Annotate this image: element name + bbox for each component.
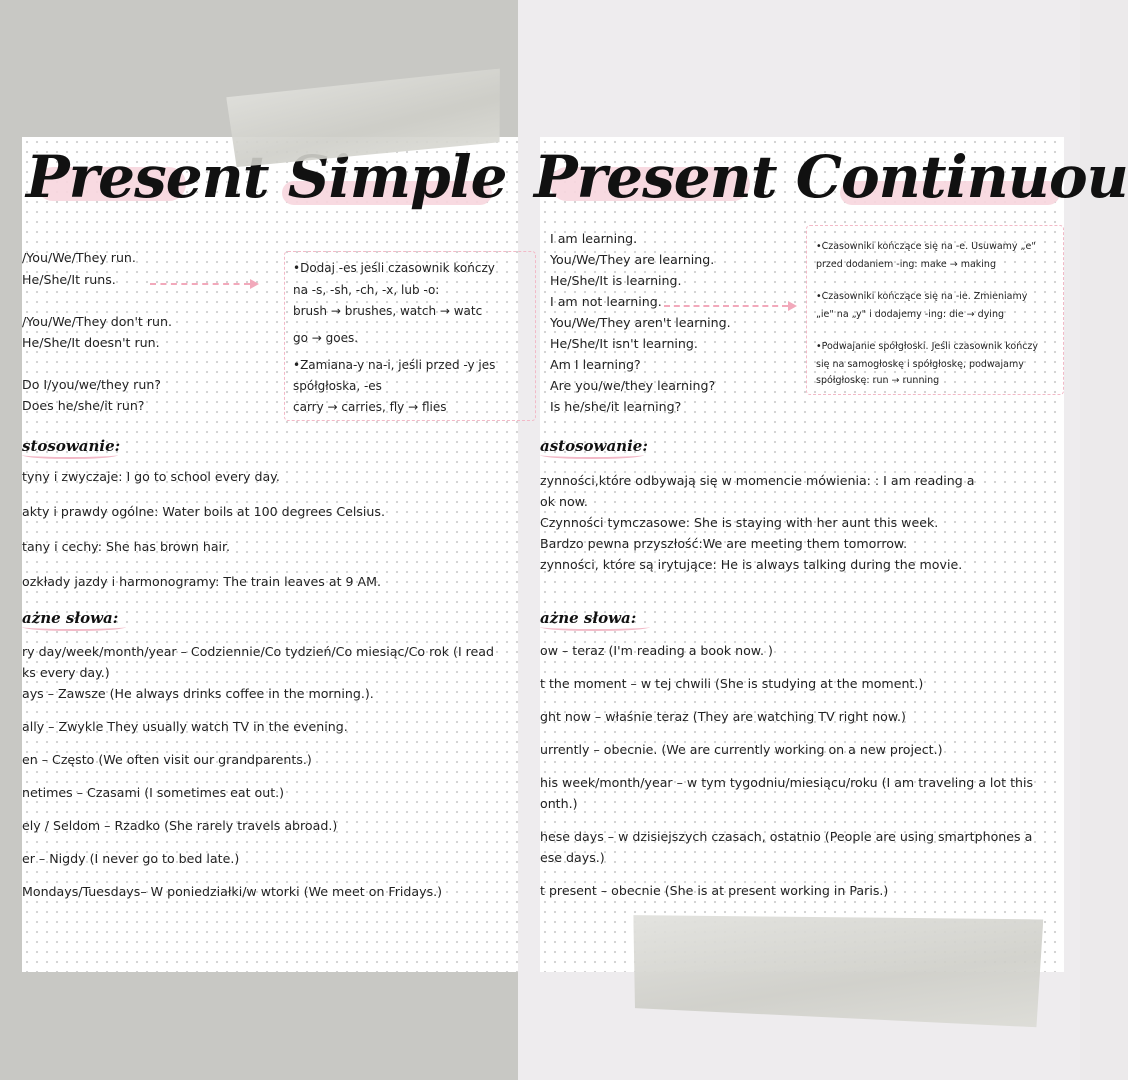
form-line: You/We/They are learning. — [550, 252, 715, 267]
form-line: He/She/It doesn't run. — [22, 335, 160, 350]
note-line: spółgłoskę: run → running — [816, 375, 940, 386]
form-line: Are you/we/they learning? — [550, 378, 716, 393]
usage-line: ozkłady jazdy i harmonogramy: The train leaves at 9 AM. — [22, 574, 382, 589]
keyword-line: hese days – w dzisiejszych czasach, ostatnio (People are using smartphones a — [540, 829, 1033, 844]
form-line: He/She/It runs. — [22, 272, 116, 287]
form-line: He/She/It isn't learning. — [550, 336, 698, 351]
note-line: •Podwajanie spółgłoski. Jeśli czasownik kończy — [816, 341, 1039, 352]
note-line: •Czasowniki kończące się na -e. Usuwamy „e" — [816, 241, 1036, 252]
note-line: carry → carries, fly → flies — [293, 400, 447, 414]
note-line: się na samogłoskę i spółgłoskę, podwajamy — [816, 359, 1024, 370]
form-line: Am I learning? — [550, 357, 641, 372]
note-line: •Zamiana-y na-i, jeśli przed -y jes — [293, 358, 496, 372]
form-line: You/We/They aren't learning. — [550, 315, 731, 330]
present-continuous-page — [534, 137, 1128, 972]
note-line: go → goes. — [293, 331, 359, 345]
keyword-line: t present – obecnie (She is at present working in Paris.) — [540, 883, 889, 898]
heading-underline — [22, 451, 118, 459]
keyword-line: er – Nigdy (I never go to bed late.) — [22, 851, 240, 866]
keyword-line: onth.) — [540, 796, 578, 811]
keyword-line: ely / Seldom – Rzadko (She rarely travels abroad.) — [22, 818, 338, 833]
usage-line: tany i cechy: She has brown hair. — [22, 539, 231, 554]
note-line: spółgłoska, -es — [293, 379, 382, 393]
form-line: He/She/It is learning. — [550, 273, 682, 288]
form-line: /You/We/They run. — [22, 250, 136, 265]
usage-line: zynności, które są irytujące: He is always talking during the movie. — [540, 557, 963, 572]
keyword-line: ays – Zawsze (He always drinks coffee in the morning.). — [22, 686, 374, 701]
note-line: przed dodaniem -ing: make → making — [816, 259, 996, 270]
heading-underline — [540, 451, 644, 459]
usage-line: Bardzo pewna przyszłość:We are meeting them tomorrow. — [540, 536, 908, 551]
usage-line: tyny i zwyczaje: I go to school every day. — [22, 469, 280, 484]
form-line: I am not learning. — [550, 294, 662, 309]
form-line: /You/We/They don't run. — [22, 314, 173, 329]
keyword-line: en – Często (We often visit our grandparents.) — [22, 752, 312, 767]
usage-line: ok now. — [540, 494, 588, 509]
keyword-line: netimes – Czasami (I sometimes eat out.) — [22, 785, 285, 800]
page-title: Present Continuou — [534, 143, 1128, 211]
washi-tape-bottom — [631, 909, 1044, 1028]
keyword-line: t the moment – w tej chwili (She is studying at the moment.) — [540, 676, 924, 691]
keyword-line: ow – teraz (I'm reading a book now. ) — [540, 643, 773, 658]
keyword-line: ry day/week/month/year – Codziennie/Co tydzień/Co miesiąc/Co rok (I read — [22, 644, 495, 659]
keywords-heading: ażne słowa: — [540, 609, 637, 627]
keyword-line: ally – Zwykle They usually watch TV in the evening. — [22, 719, 348, 734]
heading-underline — [22, 623, 126, 631]
note-line: brush → brushes, watch → watc — [293, 304, 483, 318]
usage-heading: astosowanie: — [540, 437, 648, 455]
heading-underline — [540, 623, 650, 631]
usage-line: zynności,które odbywają się w momencie mówienia: : I am reading a — [540, 473, 975, 488]
present-simple-page — [22, 137, 518, 972]
keyword-line: his week/month/year – w tym tygodniu/miesiącu/roku (I am traveling a lot this — [540, 775, 1034, 790]
form-line: Is he/she/it learning? — [550, 399, 682, 414]
keywords-heading: ażne słowa: — [22, 609, 119, 627]
keyword-line: ese days.) — [540, 850, 605, 865]
note-line: na -s, -sh, -ch, -x, lub -o: — [293, 283, 440, 297]
arrow-head — [250, 279, 259, 289]
arrow-head — [788, 301, 797, 311]
note-line: •Dodaj -es jeśli czasownik kończy — [293, 261, 495, 275]
form-line: Does he/she/it run? — [22, 398, 145, 413]
page-title: Present Simple — [26, 143, 507, 211]
form-line: I am learning. — [550, 231, 638, 246]
usage-heading: stosowanie: — [22, 437, 121, 455]
keyword-line: ks every day.) — [22, 665, 110, 680]
note-line: •Czasowniki kończące się na -ie. Zmieniamy — [816, 291, 1028, 302]
form-line: Do I/you/we/they run? — [22, 377, 161, 392]
arrow-line — [150, 283, 250, 285]
keyword-line: Mondays/Tuesdays– W poniedziałki/w wtorki (We meet on Fridays.) — [22, 884, 443, 899]
usage-line: akty i prawdy ogólne: Water boils at 100 degrees Celsius. — [22, 504, 385, 519]
arrow-line — [664, 305, 788, 307]
keyword-line: urrently – obecnie. (We are currently working on a new project.) — [540, 742, 943, 757]
note-line: „ie" na „y" i dodajemy -ing: die → dying — [816, 309, 1005, 320]
keyword-line: ght now – właśnie teraz (They are watching TV right now.) — [540, 709, 906, 724]
usage-line: Czynności tymczasowe: She is staying with her aunt this week. — [540, 515, 939, 530]
